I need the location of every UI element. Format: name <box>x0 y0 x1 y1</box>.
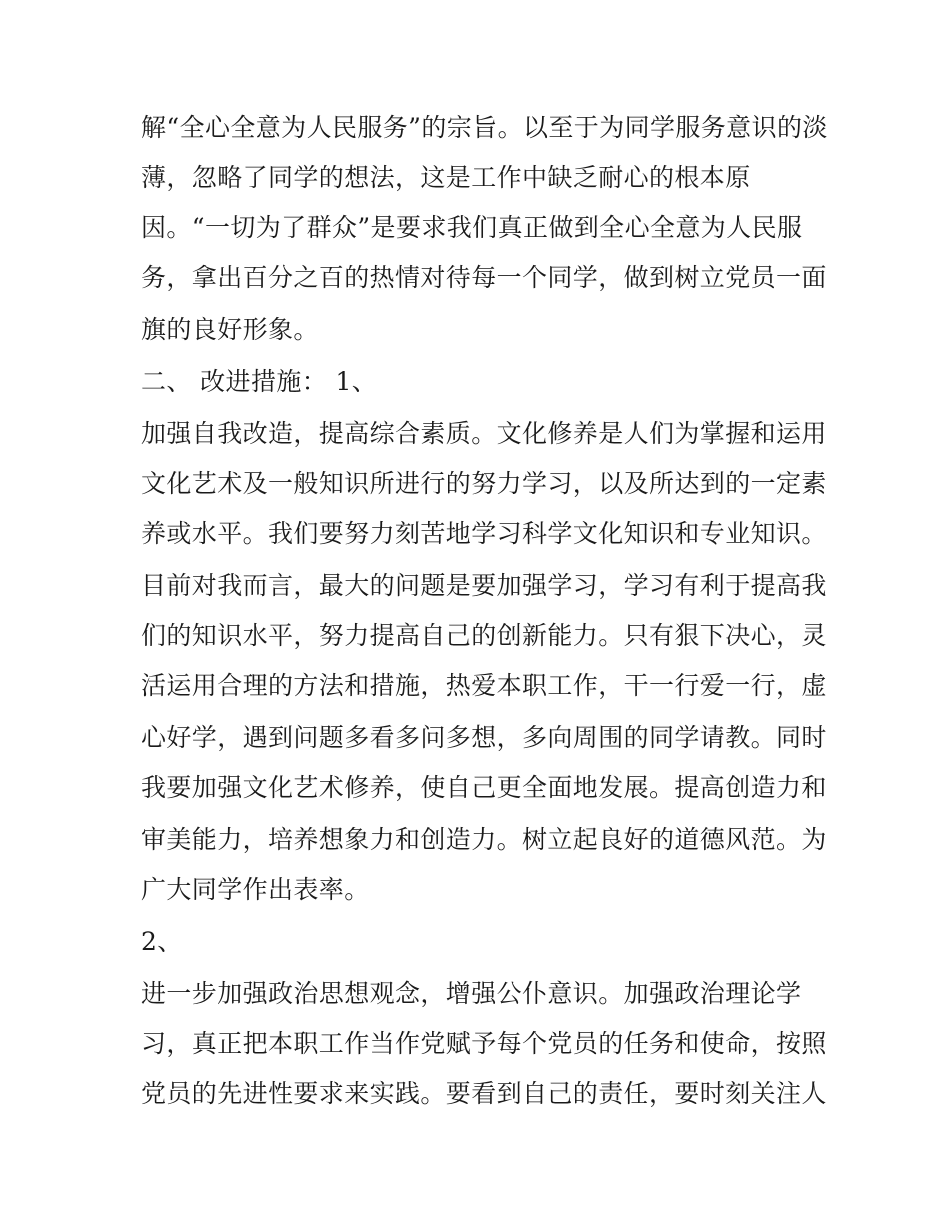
text-line: 加强自我改造，提高综合素质。文化修养是人们为掌握和运用 <box>141 419 827 448</box>
text-line: 们的知识水平，努力提高自己的创新能力。只有狠下决心，灵 <box>141 621 827 650</box>
list-number: 2、 <box>141 927 183 956</box>
text-line: 务，拿出百分之百的热情对待每一个同学，做到树立党员一面 <box>141 263 827 292</box>
text-line: 审美能力，培养想象力和创造力。树立起良好的道德风范。为 <box>141 825 827 854</box>
text-line: 广大同学作出表率。 <box>141 875 370 904</box>
text-line: 因。“一切为了群众”是要求我们真正做到全心全意为人民服 <box>141 213 803 242</box>
text-line: 进一步加强政治思想观念，增强公仆意识。加强政治理论学 <box>141 979 802 1008</box>
section-heading: 二、 改进措施： 1、 <box>141 367 378 396</box>
text-line: 我要加强文化艺术修养，使自己更全面地发展。提高创造力和 <box>141 773 827 802</box>
text-line: 薄，忽略了同学的想法，这是工作中缺乏耐心的根本原 <box>141 163 751 192</box>
text-line: 文化艺术及一般知识所进行的努力学习，以及所达到的一定素 <box>141 469 827 498</box>
text-line: 旗的良好形象。 <box>141 315 319 344</box>
text-line: 活运用合理的方法和措施，热爱本职工作，干一行爱一行，虚 <box>141 671 827 700</box>
text-line: 习，真正把本职工作当作党赋予每个党员的任务和使命，按照 <box>141 1029 827 1058</box>
text-line: 目前对我而言，最大的问题是要加强学习，学习有利于提高我 <box>141 571 827 600</box>
text-line: 解“全心全意为人民服务”的宗旨。以至于为同学服务意识的淡 <box>141 113 828 142</box>
text-line: 党员的先进性要求来实践。要看到自己的责任，要时刻关注人 <box>141 1079 827 1108</box>
text-line: 养或水平。我们要努力刻苦地学习科学文化知识和专业知识。 <box>141 519 827 548</box>
text-line: 心好学，遇到问题多看多问多想，多向周围的同学请教。同时 <box>141 723 827 752</box>
